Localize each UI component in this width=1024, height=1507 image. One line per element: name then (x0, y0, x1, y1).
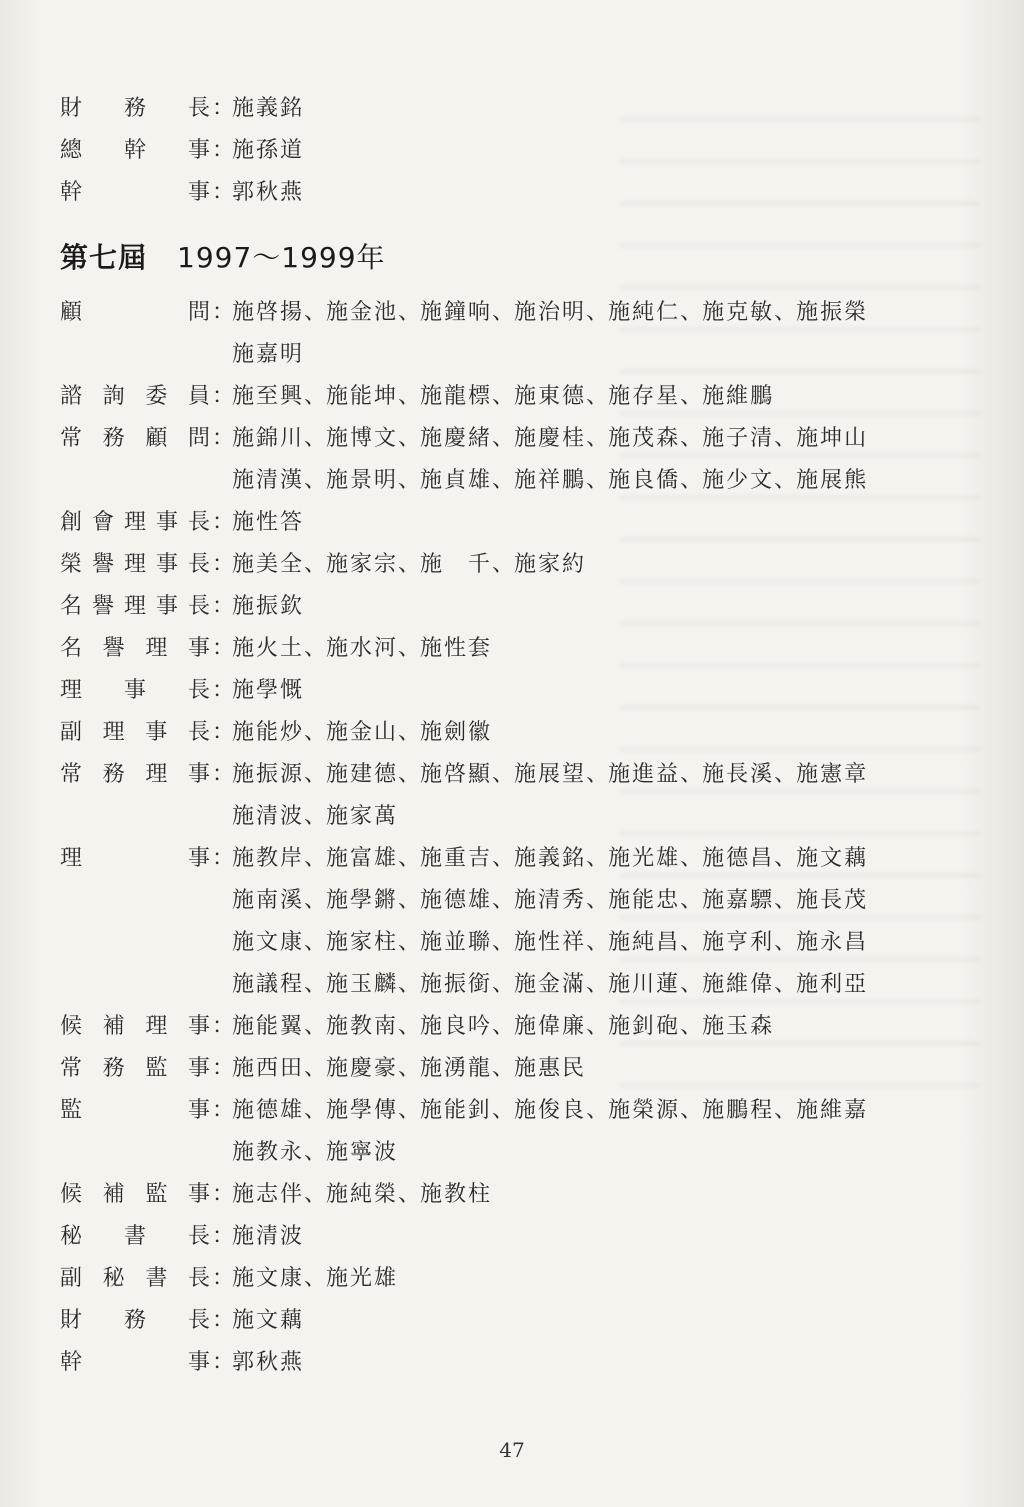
colon: ： (212, 636, 237, 661)
name-separator: 、 (398, 930, 423, 955)
member-name: 施釗砲 (608, 1014, 681, 1039)
member-name: 施寧波 (326, 1140, 399, 1165)
member-name: 施劍徽 (420, 720, 493, 745)
member-name: 施玉麟 (326, 972, 399, 997)
member-name: 施純榮 (326, 1182, 399, 1207)
member-name: 施能炒 (232, 720, 305, 745)
member-name: 施茂森 (608, 426, 681, 451)
member-names (232, 292, 940, 376)
officer-title: 創 會 理 事 長 (60, 510, 212, 535)
member-name: 施教岸 (232, 846, 305, 871)
member-name: 施憲章 (796, 762, 869, 787)
name-separator: 、 (680, 426, 705, 451)
member-name: 施性套 (420, 636, 493, 661)
name-separator: 、 (398, 972, 423, 997)
member-name: 施教永 (232, 1140, 305, 1165)
member-name: 施長茂 (796, 888, 869, 913)
member-names (232, 1300, 940, 1342)
section-heading (60, 236, 386, 276)
member-name: 施性答 (232, 510, 305, 535)
name-separator: 、 (398, 636, 423, 661)
officer-title: 副 理 事 長 (60, 720, 212, 745)
officer-list-seventh-term (60, 292, 940, 1384)
member-names (232, 418, 940, 502)
member-name: 施永昌 (796, 930, 869, 955)
member-name: 施能忠 (608, 888, 681, 913)
colon: ： (212, 1056, 237, 1081)
name-separator: 、 (680, 762, 705, 787)
colon: ： (212, 1350, 237, 1375)
member-name: 施慶豪 (326, 1056, 399, 1081)
member-name: 施博文 (326, 426, 399, 451)
name-separator: 、 (774, 930, 799, 955)
member-name: 施學慨 (232, 678, 305, 703)
member-name: 施鐘响 (420, 300, 493, 325)
name-separator: 、 (304, 846, 329, 871)
name-separator: 、 (774, 468, 799, 493)
officer-row (60, 754, 940, 838)
colon: ： (212, 1182, 237, 1207)
name-separator: 、 (398, 1098, 423, 1123)
officer-title: 常 務 理 事 (60, 762, 212, 787)
member-name: 施文藕 (232, 1308, 305, 1333)
name-separator: 、 (304, 552, 329, 577)
member-name: 施教柱 (420, 1182, 493, 1207)
member-name: 施德昌 (702, 846, 775, 871)
member-name: 施東德 (514, 384, 587, 409)
member-name: 施維嘉 (796, 1098, 869, 1123)
officer-title: 秘 書 長 (60, 1224, 212, 1249)
name-separator: 、 (680, 468, 705, 493)
member-name: 郭秋燕 (232, 1350, 305, 1375)
officer-row (60, 838, 940, 1006)
colon: ： (212, 1224, 237, 1249)
name-separator: 、 (304, 888, 329, 913)
member-name: 施能翼 (232, 1014, 305, 1039)
officer-row (60, 628, 940, 670)
officer-row (60, 1006, 940, 1048)
member-name: 施慶桂 (514, 426, 587, 451)
name-separator: 、 (304, 762, 329, 787)
member-name: 施錦川 (232, 426, 305, 451)
member-names (232, 130, 940, 172)
name-separator: 、 (398, 846, 423, 871)
officer-title: 總 幹 事 (60, 138, 212, 163)
member-name: 施義銘 (514, 846, 587, 871)
member-name: 施坤山 (796, 426, 869, 451)
member-name: 施俊良 (514, 1098, 587, 1123)
member-name: 施川蓮 (608, 972, 681, 997)
officer-title: 副 秘 書 長 (60, 1266, 212, 1291)
member-name: 施德雄 (232, 1098, 305, 1123)
name-separator: 、 (680, 384, 705, 409)
member-names (232, 754, 940, 838)
member-name: 施南溪 (232, 888, 305, 913)
officer-row (60, 1048, 940, 1090)
name-separator: 、 (492, 888, 517, 913)
member-names (232, 1216, 940, 1258)
officer-title: 常 務 監 事 (60, 1056, 212, 1081)
member-name: 郭秋燕 (232, 180, 305, 205)
officer-row (60, 1342, 940, 1384)
name-separator: 、 (680, 888, 705, 913)
member-name: 施啓顯 (420, 762, 493, 787)
officer-row (60, 1216, 940, 1258)
name-separator: 、 (492, 1056, 517, 1081)
name-separator: 、 (586, 426, 611, 451)
member-name: 施良吟 (420, 1014, 493, 1039)
name-separator: 、 (304, 468, 329, 493)
colon: ： (212, 426, 237, 451)
member-name: 施惠民 (514, 1056, 587, 1081)
colon: ： (212, 720, 237, 745)
member-name: 施家宗 (326, 552, 399, 577)
name-separator: 、 (398, 468, 423, 493)
name-separator: 、 (774, 300, 799, 325)
member-names (232, 628, 940, 670)
name-separator: 、 (492, 930, 517, 955)
officer-title: 財 務 長 (60, 1308, 212, 1333)
name-separator: 、 (774, 1098, 799, 1123)
member-name: 施純昌 (608, 930, 681, 955)
member-name: 施美全 (232, 552, 305, 577)
officer-row (60, 586, 940, 628)
officer-row (60, 544, 940, 586)
member-name: 施能坤 (326, 384, 399, 409)
officer-title: 監 事 (60, 1098, 212, 1123)
member-name: 施龍標 (420, 384, 493, 409)
member-name: 施維鵬 (702, 384, 775, 409)
officer-row (60, 712, 940, 754)
member-name: 施利亞 (796, 972, 869, 997)
officer-title: 幹 事 (60, 1350, 212, 1375)
colon: ： (212, 1266, 237, 1291)
officer-title: 候 補 理 事 (60, 1014, 212, 1039)
name-separator: 、 (492, 300, 517, 325)
member-name: 施鵬程 (702, 1098, 775, 1123)
member-names (232, 172, 940, 214)
member-names (232, 88, 940, 130)
member-name: 施長溪 (702, 762, 775, 787)
name-separator: 、 (398, 1014, 423, 1039)
name-separator: 、 (304, 300, 329, 325)
colon: ： (212, 96, 237, 121)
member-name: 施啓揚 (232, 300, 305, 325)
name-separator: 、 (492, 762, 517, 787)
member-name: 施振欽 (232, 594, 305, 619)
member-names (232, 838, 940, 1006)
colon: ： (212, 762, 237, 787)
member-names (232, 1048, 940, 1090)
name-separator: 、 (492, 426, 517, 451)
name-separator: 、 (304, 1014, 329, 1039)
name-separator: 、 (304, 1056, 329, 1081)
name-separator: 、 (774, 888, 799, 913)
name-separator: 、 (304, 1140, 329, 1165)
member-name: 施水河 (326, 636, 399, 661)
member-name: 施清秀 (514, 888, 587, 913)
member-name: 施子清 (702, 426, 775, 451)
name-separator: 、 (586, 972, 611, 997)
member-name: 施能釗 (420, 1098, 493, 1123)
officer-title: 常 務 顧 問 (60, 426, 212, 451)
member-names (232, 586, 940, 628)
member-name: 施並聯 (420, 930, 493, 955)
name-separator: 、 (492, 846, 517, 871)
member-names (232, 376, 940, 418)
member-name: 施光雄 (608, 846, 681, 871)
name-separator: 、 (680, 300, 705, 325)
name-separator: 、 (492, 384, 517, 409)
member-name: 施義銘 (232, 96, 305, 121)
member-names (232, 1174, 940, 1216)
name-separator: 、 (774, 972, 799, 997)
member-name: 施金山 (326, 720, 399, 745)
name-separator: 、 (304, 1266, 329, 1291)
officer-list-previous-term (60, 88, 940, 214)
member-name: 施治明 (514, 300, 587, 325)
name-separator: 、 (398, 552, 423, 577)
name-separator: 、 (304, 426, 329, 451)
member-name: 施火土 (232, 636, 305, 661)
colon: ： (212, 678, 237, 703)
officer-row (60, 172, 940, 214)
name-separator: 、 (680, 930, 705, 955)
member-name: 施重吉 (420, 846, 493, 871)
member-names (232, 544, 940, 586)
name-separator: 、 (304, 720, 329, 745)
name-separator: 、 (586, 468, 611, 493)
officer-title: 財 務 長 (60, 96, 212, 121)
name-separator: 、 (398, 426, 423, 451)
member-name: 施湧龍 (420, 1056, 493, 1081)
officer-title: 諮 詢 委 員 (60, 384, 212, 409)
colon: ： (212, 1308, 237, 1333)
member-name: 施家萬 (326, 804, 399, 829)
member-name: 施至興 (232, 384, 305, 409)
name-separator: 、 (492, 552, 517, 577)
colon: ： (212, 138, 237, 163)
member-name: 施文藕 (796, 846, 869, 871)
officer-title: 榮 譽 理 事 長 (60, 552, 212, 577)
member-name: 施嘉驃 (702, 888, 775, 913)
member-name: 施清波 (232, 1224, 305, 1249)
name-separator: 、 (304, 930, 329, 955)
colon: ： (212, 846, 237, 871)
member-names (232, 1090, 940, 1174)
member-name: 施偉廉 (514, 1014, 587, 1039)
name-separator: 、 (586, 930, 611, 955)
member-name: 施慶緒 (420, 426, 493, 451)
officer-row (60, 376, 940, 418)
member-name: 施文康 (232, 930, 305, 955)
officer-title: 幹 事 (60, 180, 212, 205)
officer-title: 名 譽 理 事 長 (60, 594, 212, 619)
member-name: 施貞雄 (420, 468, 493, 493)
name-separator: 、 (492, 972, 517, 997)
officer-row (60, 88, 940, 130)
member-name: 施玉森 (702, 1014, 775, 1039)
colon: ： (212, 594, 237, 619)
name-separator: 、 (492, 1014, 517, 1039)
member-name: 施文康 (232, 1266, 305, 1291)
member-name: 施性祥 (514, 930, 587, 955)
member-name: 施展熊 (796, 468, 869, 493)
member-name: 施德雄 (420, 888, 493, 913)
member-name: 施清波 (232, 804, 305, 829)
member-name: 施振銜 (420, 972, 493, 997)
member-name: 施建德 (326, 762, 399, 787)
officer-title: 候 補 監 事 (60, 1182, 212, 1207)
officer-row (60, 502, 940, 544)
officer-row (60, 1300, 940, 1342)
member-name: 施富雄 (326, 846, 399, 871)
name-separator: 、 (304, 972, 329, 997)
page-number: 47 (499, 1438, 525, 1462)
member-name: 施少文 (702, 468, 775, 493)
name-separator: 、 (586, 762, 611, 787)
name-separator: 、 (680, 972, 705, 997)
name-separator: 、 (774, 426, 799, 451)
member-name: 施進益 (608, 762, 681, 787)
member-name: 施展望 (514, 762, 587, 787)
name-separator: 、 (304, 804, 329, 829)
name-separator: 、 (304, 636, 329, 661)
member-name: 施志伴 (232, 1182, 305, 1207)
member-name: 施光雄 (326, 1266, 399, 1291)
term-years: 1997～1999年 (177, 241, 386, 274)
colon: ： (212, 1014, 237, 1039)
member-name: 施維偉 (702, 972, 775, 997)
name-separator: 、 (586, 300, 611, 325)
member-name: 施良僑 (608, 468, 681, 493)
member-names (232, 1342, 940, 1384)
member-name: 施純仁 (608, 300, 681, 325)
member-names (232, 1258, 940, 1300)
member-name: 施金池 (326, 300, 399, 325)
officer-row (60, 1174, 940, 1216)
member-name: 施存星 (608, 384, 681, 409)
name-separator: 、 (398, 888, 423, 913)
colon: ： (212, 300, 237, 325)
member-name: 施景明 (326, 468, 399, 493)
name-separator: 、 (304, 1182, 329, 1207)
officer-row (60, 418, 940, 502)
name-separator: 、 (398, 1182, 423, 1207)
officer-row (60, 1090, 940, 1174)
member-name: 施學傳 (326, 1098, 399, 1123)
name-separator: 、 (586, 1014, 611, 1039)
member-name: 施清漢 (232, 468, 305, 493)
name-separator: 、 (774, 846, 799, 871)
member-name: 施家柱 (326, 930, 399, 955)
member-names (232, 1006, 940, 1048)
member-name: 施嘉明 (232, 342, 305, 367)
member-name: 施 千 (420, 552, 493, 577)
member-name: 施榮源 (608, 1098, 681, 1123)
member-name: 施祥鵬 (514, 468, 587, 493)
colon: ： (212, 1098, 237, 1123)
name-separator: 、 (398, 720, 423, 745)
member-name: 施振榮 (796, 300, 869, 325)
name-separator: 、 (398, 1056, 423, 1081)
name-separator: 、 (586, 384, 611, 409)
member-name: 施議程 (232, 972, 305, 997)
colon: ： (212, 180, 237, 205)
colon: ： (212, 384, 237, 409)
officer-row (60, 130, 940, 172)
name-separator: 、 (304, 384, 329, 409)
name-separator: 、 (492, 1098, 517, 1123)
officer-row (60, 1258, 940, 1300)
name-separator: 、 (304, 1098, 329, 1123)
name-separator: 、 (774, 762, 799, 787)
officer-title: 理 事 (60, 846, 212, 871)
member-name: 施學鏘 (326, 888, 399, 913)
name-separator: 、 (492, 468, 517, 493)
officer-title: 顧 問 (60, 300, 212, 325)
name-separator: 、 (398, 762, 423, 787)
name-separator: 、 (680, 1098, 705, 1123)
name-separator: 、 (586, 846, 611, 871)
officer-row (60, 292, 940, 376)
name-separator: 、 (680, 846, 705, 871)
name-separator: 、 (398, 300, 423, 325)
term-title: 第七屆 (60, 241, 148, 274)
name-separator: 、 (680, 1014, 705, 1039)
member-name: 施教南 (326, 1014, 399, 1039)
member-name: 施孫道 (232, 138, 305, 163)
name-separator: 、 (586, 1098, 611, 1123)
colon: ： (212, 510, 237, 535)
colon: ： (212, 552, 237, 577)
member-name: 施金滿 (514, 972, 587, 997)
member-names (232, 502, 940, 544)
member-name: 施克敏 (702, 300, 775, 325)
member-name: 施家約 (514, 552, 587, 577)
officer-title: 名 譽 理 事 (60, 636, 212, 661)
member-names (232, 712, 940, 754)
member-name: 施西田 (232, 1056, 305, 1081)
member-names (232, 670, 940, 712)
officer-row (60, 670, 940, 712)
officer-title: 理 事 長 (60, 678, 212, 703)
name-separator: 、 (398, 384, 423, 409)
name-separator: 、 (586, 888, 611, 913)
member-name: 施亨利 (702, 930, 775, 955)
member-name: 施振源 (232, 762, 305, 787)
